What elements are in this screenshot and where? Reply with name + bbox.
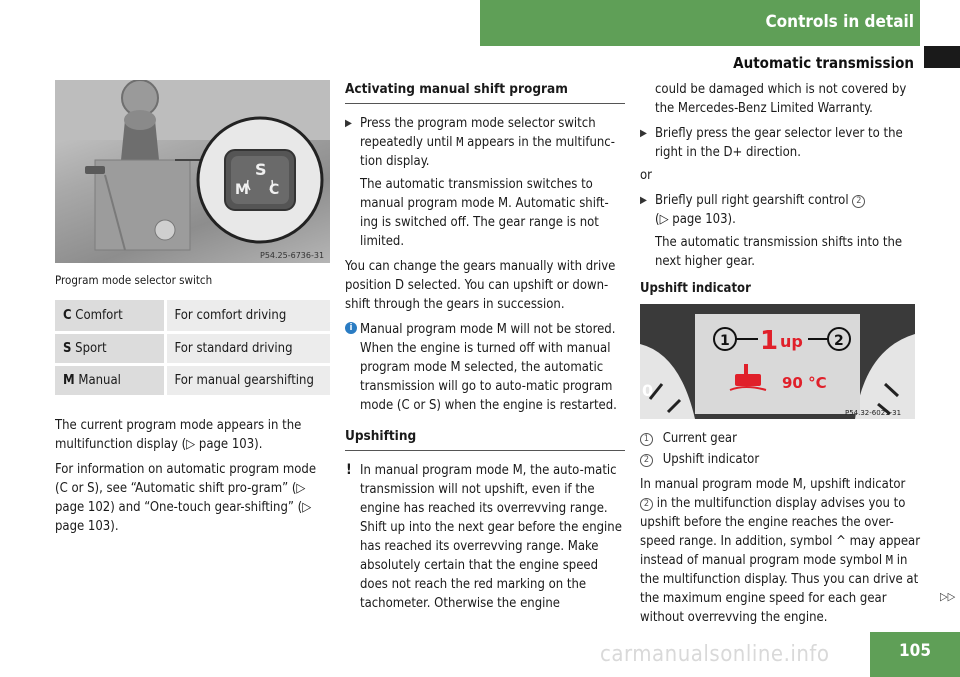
watermark: carmanualsonline.info [600, 642, 830, 667]
right-column [640, 80, 920, 633]
paragraph-gear-change: You can change the gears manually with drive position D selected. You can upshift or down-shift through the gears in succession. [345, 259, 616, 312]
gauge-zero-label: 0 [642, 381, 654, 400]
callout-2-icon: 2 [852, 195, 865, 208]
callout-2-icon: 2 [640, 498, 653, 511]
heading-upshifting: Upshifting [345, 427, 625, 451]
warning-icon: ! [346, 462, 352, 478]
switch-symbol-c: C [269, 182, 280, 198]
legend-current-gear: 1 Current gear [640, 429, 920, 448]
page-number: 105 [870, 632, 960, 677]
current-gear-digit: 1 [760, 326, 779, 356]
middle-column [345, 80, 625, 621]
header-tab [924, 46, 960, 68]
warning-note: ! In manual program mode M, the auto-matic transmission will not upshift, even if the engine has reached its overrevving range. Shift up into the next gear before the engine has reached its overrevving range. Make absolutely certain that the engine speed does not reach the red marking on the tachometer. Otherwise the engine [346, 462, 622, 611]
instrument-display-photo [640, 304, 915, 419]
heading-upshift-indicator: Upshift indicator [640, 281, 751, 296]
photo-code: P54.25-6736-31 [260, 251, 325, 260]
table-row: M Manual For manual gearshifting [55, 364, 330, 396]
heading-activating-manual: Activating manual shift program [345, 80, 625, 104]
temperature-readout: 90 °C [782, 374, 827, 392]
selector-switch-photo [55, 80, 330, 263]
callout-2-icon: 2 [640, 454, 653, 467]
selector-switch-illustration [55, 80, 330, 263]
instrument-display-illustration [640, 304, 915, 419]
upshift-up-text: up [780, 332, 803, 351]
instruction-step: ▶ Briefly press the gear selector lever to the right in the D+ direction. [640, 126, 903, 160]
paragraph-automatic-info: For information on automatic program mode (C or S), see “Automatic shift pro-gram” (▷ page 102) and “One-touch gear-shifting” (▷ page 103). [55, 461, 317, 534]
arrow-icon: ▶ [640, 195, 647, 206]
callout-1-icon: 1 [640, 433, 653, 446]
table-row: C Comfort For comfort driving [55, 300, 330, 332]
warning-continuation: could be damaged which is not covered by the Mercedes-Benz Limited Warranty. [655, 82, 907, 116]
subsection-title: Automatic transmission [733, 54, 914, 72]
paragraph-upshift-indicator: In manual program mode M, upshift indicator 2 in the multifunction display advises you to upshift before the engine reaches the over-speed range. In addition, symbol ^ may appear instead of manual program mode symbol M in the multifunction display. Thus you can drive at the maximum engine speed for each gear without overrevving the engine. [640, 477, 921, 625]
instruction-result: The automatic transmission switches to manual program mode M. Automatic shift-ing is switched off. The gear range is not limited. [360, 177, 609, 249]
manual-symbol: M [456, 135, 464, 149]
or-text: or [640, 168, 652, 183]
switch-symbol-m: M [235, 182, 249, 198]
photo-caption: Program mode selector switch [55, 273, 213, 287]
continue-arrow-icon: ▷▷ [940, 590, 956, 603]
info-icon: i [345, 322, 357, 334]
paragraph-current-mode: The current program mode appears in the multifunction display (▷ page 103). [55, 417, 302, 452]
instruction-step: ▶ Press the program mode selector switch repeatedly until M appears in the multifunc-tion display. [345, 116, 615, 169]
arrow-icon: ▶ [640, 128, 647, 139]
left-column [55, 80, 330, 542]
switch-symbol-s: S [255, 160, 267, 179]
section-title: Controls in detail [765, 12, 914, 32]
info-note: i Manual program mode M will not be stored. When the engine is turned off with manual program mode M selected, the automatic transmission will go to auto-matic program mode (C or S) when the engine is restarted. [345, 320, 625, 415]
instruction-step: ▶ Briefly pull right gearshift control 2 (▷ page 103). [640, 191, 920, 229]
photo-code: P54.32-6021-31 [845, 409, 902, 417]
table-row: S Sport For standard driving [55, 332, 330, 364]
header-bar [480, 0, 920, 46]
legend-upshift-indicator: 2 Upshift indicator [640, 450, 920, 469]
arrow-icon: ▶ [345, 118, 352, 129]
instruction-result: The automatic transmission shifts into the next higher gear. [655, 235, 903, 269]
manual-symbol: M [885, 553, 894, 567]
program-mode-table [55, 300, 330, 398]
callout-1-icon: 1 [720, 333, 730, 349]
callout-2-icon: 2 [834, 333, 844, 349]
